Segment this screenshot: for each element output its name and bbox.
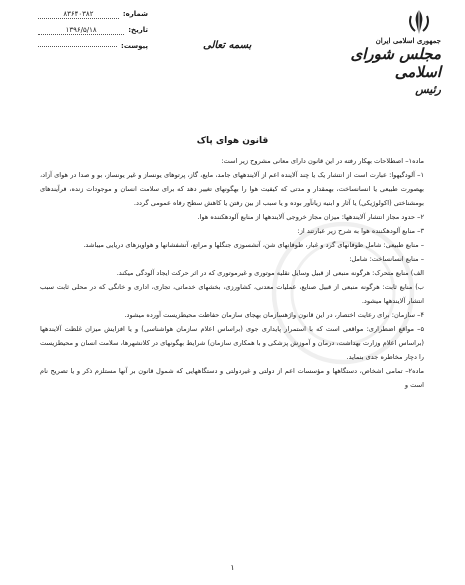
number-value: ۸۳۶۴۰۳۸۲ bbox=[38, 10, 119, 19]
article-2: ماده۲– تمامی اشخاص، دستگاهها و مؤسسات اعم از دولتی و غیردولتی و دستگاههایی که شمول قانون بر آنها مستلزم ذکر و یا تصریح نام است و bbox=[40, 367, 424, 389]
article-1-heading: ماده۱– اصطلاحات بهکار رفته در این قانون دارای معانی مشروح زیر است: bbox=[221, 157, 424, 165]
attachment-row bbox=[38, 38, 148, 54]
attachment-label: پیوست: bbox=[121, 42, 148, 50]
national-emblem-icon bbox=[405, 8, 433, 36]
date-label: تاریخ: bbox=[128, 26, 148, 34]
clause-fixed-sources: ب) منابع ثابت: هرگونه منبعی از قبیل صنایع، عملیات معدنی، کشاورزی، بخشهای خدماتی، تجاری، اداری و خانگی که در محلی ثابت سبب انتشار آلایندهها میشود. bbox=[40, 283, 424, 305]
clause-pollution-sources: ۳– منابع آلودهکننده هوا به شرح زیر عبارتند از: bbox=[297, 227, 424, 235]
clause-mobile-sources: الف) منابع متحرک: هرگونه منبعی از قبیل وسایل نقلیه موتوری و غیرموتوری که در اثر حرکت ایجاد آلودگی میکند. bbox=[116, 269, 424, 277]
organization-header bbox=[311, 36, 441, 96]
date-value: ۱۳۹۶/۵/۱۸ bbox=[38, 26, 124, 35]
law-title: قانون هوای پاک bbox=[196, 136, 269, 146]
clause-emission-limits: ۲– حدود مجاز انتشار آلایندهها: میزان مجاز خروجی آلایندهها از منابع آلودهکننده هوا. bbox=[197, 213, 424, 221]
number-label: شماره: bbox=[122, 10, 148, 18]
basmala-calligraphy: بسمه تعالی bbox=[203, 40, 252, 51]
office-title: رئیس bbox=[415, 83, 441, 96]
clause-air-pollution: ۱– آلودگیهوا: عبارت است از انتشار یک یا چند آلاینده اعم از آلایندههای جامد، مایع، گاز، پرتوهای یونساز و غیر یونساز، بو و صدا در هوای آزاد، بهصورت طبیعی یا انسانساخت، بهمقدار و مدتی که کیفیت هوا را بهگونهای تغییر دهد که برای سلامت انسان و موجودات زنده، فرآیندهای بومشناختی (اکولوژیکی) یا آثار و ابنیه زیانآور بوده و یا سبب از بین رفتن یا کاهش سطح رفاه عمومی گردد. bbox=[40, 171, 424, 207]
clause-emergency: ۵– مواقع اضطراری: مواقعی است که با استمرار پایداری جوی (براساس اعلام سازمان هواشناسی) و یا افزایش میزان غلظت آلایندهها (براساس اعلام وزارت بهداشت، درمان و آموزش پزشکی و با همکاری سازمان) شرایط بهگونهای در کلانشهرها، سلامت انسان و محیطزیست را دچار مخاطره جدی بنماید. bbox=[40, 325, 424, 361]
law-body bbox=[40, 154, 424, 392]
parliament-name: مجلس شورای اسلامی bbox=[350, 45, 441, 81]
number-row bbox=[38, 6, 148, 22]
date-row bbox=[38, 22, 148, 38]
page-number: ۱ bbox=[230, 563, 235, 572]
country-name: جمهوری اسلامی ایران bbox=[375, 36, 441, 45]
clause-natural-sources: – منابع طبیعی: شامل طوفانهای گرد و غبار، طوفانهای شن، آتشسوزی جنگلها و مراتع، آتشفشانها و هواویزهای دریایی میباشد. bbox=[83, 241, 424, 249]
clause-man-made-sources: – منابع انسانساخت: شامل: bbox=[349, 255, 424, 263]
attachment-value bbox=[38, 46, 117, 47]
clause-organization: ۴– سازمان: برای رعایت اختصار، در این قانون واژهسازمان بهجای سازمان حفاظت محیطزیست آورده میشود. bbox=[124, 311, 424, 319]
document-meta bbox=[38, 6, 148, 54]
